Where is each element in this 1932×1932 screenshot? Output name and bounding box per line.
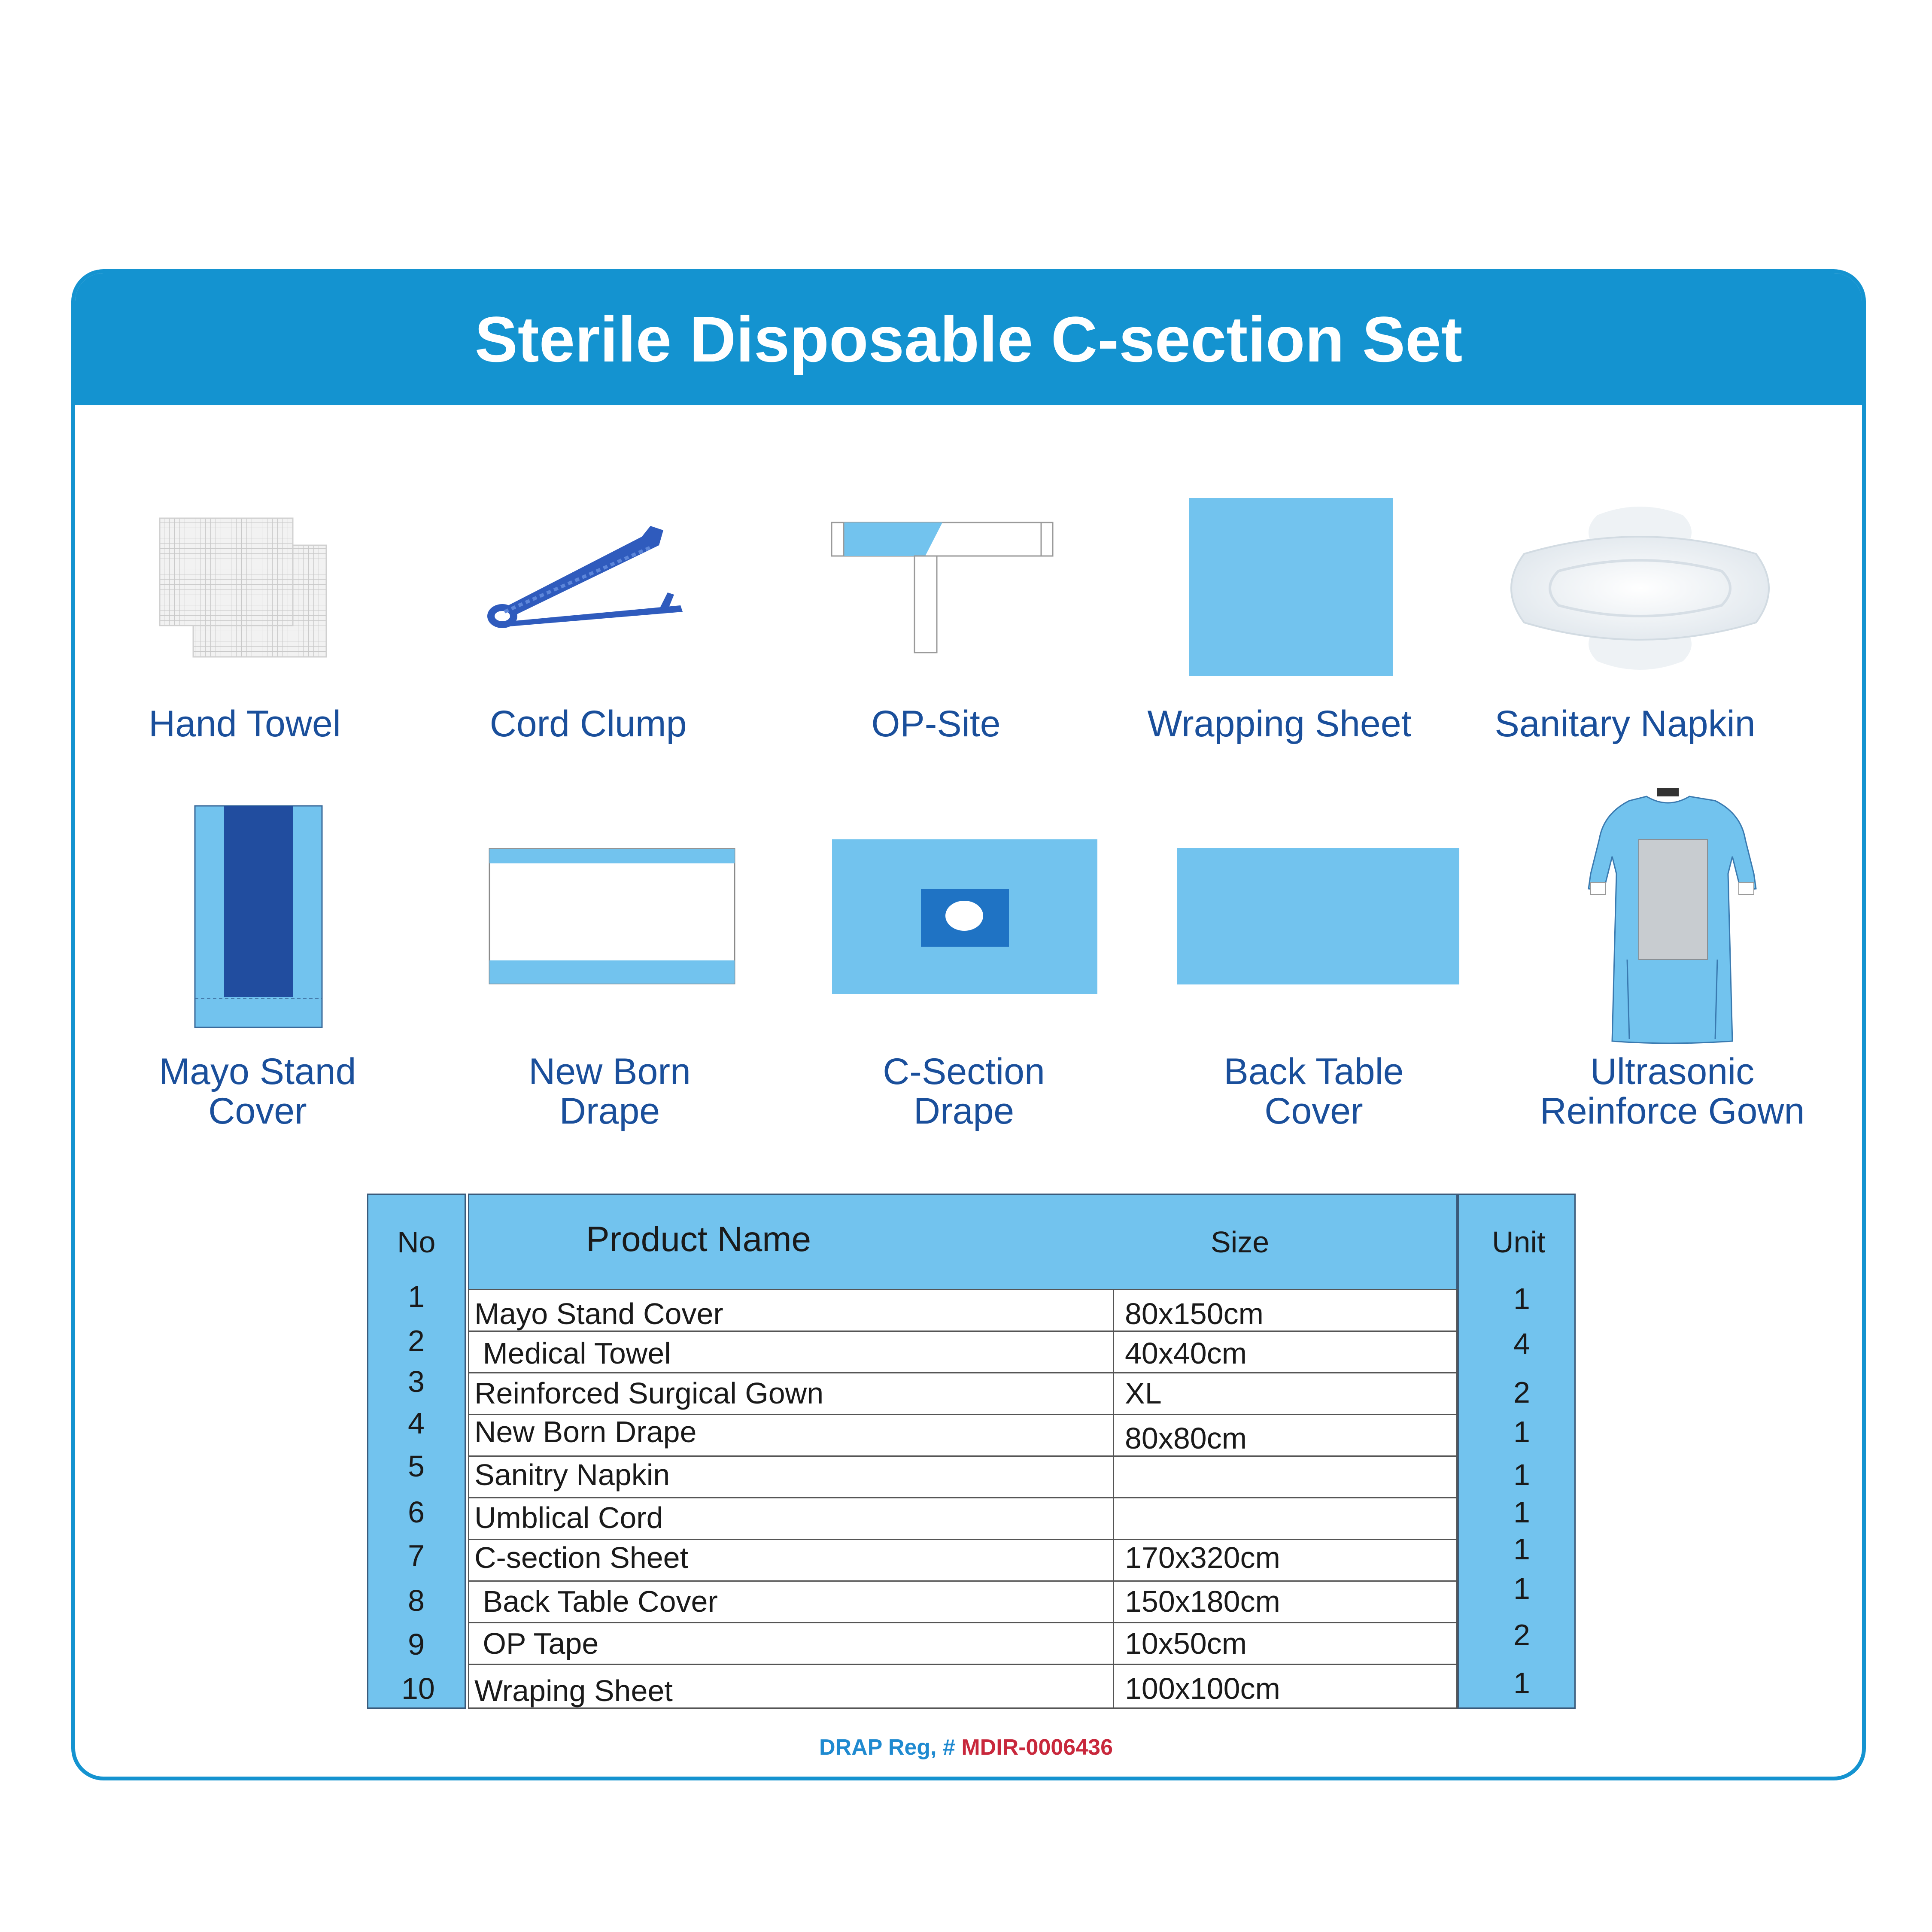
item-label: Mayo Stand Cover — [159, 1051, 356, 1132]
cell-size: 100x100cm — [1125, 1672, 1280, 1705]
cell-unit: 1 — [1513, 1572, 1530, 1605]
back-table-cover-icon — [1177, 848, 1459, 984]
cell-size: 150x180cm — [1125, 1585, 1280, 1618]
cell-unit: 4 — [1513, 1327, 1530, 1361]
row-divider — [468, 1497, 1457, 1498]
cell-size: XL — [1125, 1376, 1162, 1410]
cell-no: 5 — [408, 1449, 425, 1483]
cell-size: 80x150cm — [1125, 1297, 1264, 1331]
new-born-drape-icon — [489, 848, 735, 984]
item-label: Hand Towel — [149, 703, 341, 744]
cell-unit: 1 — [1513, 1666, 1530, 1700]
header-product-name: Product Name — [586, 1220, 811, 1259]
cell-name: Back Table Cover — [474, 1585, 718, 1618]
cell-name: C-section Sheet — [474, 1541, 689, 1574]
item-label: New Born Drape — [529, 1051, 691, 1132]
row-divider — [468, 1664, 1457, 1665]
cell-name: Reinforced Surgical Gown — [474, 1376, 824, 1410]
cell-no: 3 — [408, 1365, 425, 1398]
cell-size: 10x50cm — [1125, 1627, 1247, 1660]
c-section-drape-icon — [832, 839, 1097, 994]
cell-no: 4 — [408, 1406, 425, 1440]
cell-name: Medical Towel — [474, 1337, 671, 1370]
cell-name: Umblical Cord — [474, 1501, 663, 1534]
item-label: OP-Site — [871, 703, 1001, 744]
wrapping-sheet-icon — [1189, 498, 1393, 676]
cell-no: 6 — [408, 1495, 425, 1529]
cell-unit: 2 — [1513, 1376, 1530, 1409]
cell-unit: 1 — [1513, 1415, 1530, 1449]
hand-towel-icon — [159, 517, 331, 659]
page-title: Sterile Disposable C-section Set — [474, 303, 1463, 375]
row-divider — [468, 1580, 1457, 1582]
row-divider — [468, 1622, 1457, 1623]
registration-number: MDIR-0006436 — [961, 1735, 1113, 1760]
header-unit: Unit — [1492, 1225, 1546, 1259]
cell-name: Wraping Sheet — [474, 1674, 673, 1707]
registration-note — [0, 1735, 1932, 1760]
row-divider — [468, 1539, 1457, 1540]
mayo-stand-cover-icon — [194, 805, 323, 1028]
card-header — [75, 273, 1862, 405]
op-site-icon — [831, 522, 1054, 655]
item-label: Back Table Cover — [1224, 1051, 1404, 1132]
cord-clamp-icon — [479, 519, 689, 631]
cell-no: 1 — [408, 1280, 425, 1313]
cell-no: 7 — [408, 1539, 425, 1572]
row-divider — [468, 1289, 1457, 1290]
item-label: Cord Clump — [489, 703, 687, 744]
cell-no: 10 — [401, 1672, 435, 1705]
cell-size: 80x80cm — [1125, 1422, 1247, 1455]
cell-unit: 1 — [1513, 1282, 1530, 1315]
cell-unit: 1 — [1513, 1458, 1530, 1492]
item-label: Sanitary Napkin — [1495, 703, 1756, 744]
row-divider — [468, 1372, 1457, 1373]
item-label: C-Section Drape — [883, 1051, 1045, 1132]
cell-unit: 2 — [1513, 1618, 1530, 1652]
registration-prefix: DRAP Reg, # — [819, 1735, 962, 1760]
cell-name: New Born Drape — [474, 1415, 697, 1449]
cell-no: 9 — [408, 1628, 425, 1661]
row-divider — [468, 1455, 1457, 1457]
cell-size: 40x40cm — [1125, 1337, 1247, 1370]
size-divider — [1113, 1289, 1114, 1709]
cell-name: OP Tape — [474, 1627, 599, 1660]
cell-unit: 1 — [1513, 1495, 1530, 1529]
cell-name: Mayo Stand Cover — [474, 1297, 723, 1331]
header-no: No — [397, 1225, 436, 1259]
cell-no: 2 — [408, 1324, 425, 1358]
item-label: Wrapping Sheet — [1147, 703, 1412, 744]
cell-unit: 1 — [1513, 1532, 1530, 1566]
cell-no: 8 — [408, 1584, 425, 1617]
header-size: Size — [1211, 1225, 1270, 1259]
item-label: Ultrasonic Reinforce Gown — [1540, 1051, 1805, 1132]
sanitary-napkin-icon — [1498, 502, 1782, 674]
cell-name: Sanitry Napkin — [474, 1458, 670, 1492]
cell-size: 170x320cm — [1125, 1541, 1280, 1574]
gown-icon — [1586, 788, 1758, 1045]
